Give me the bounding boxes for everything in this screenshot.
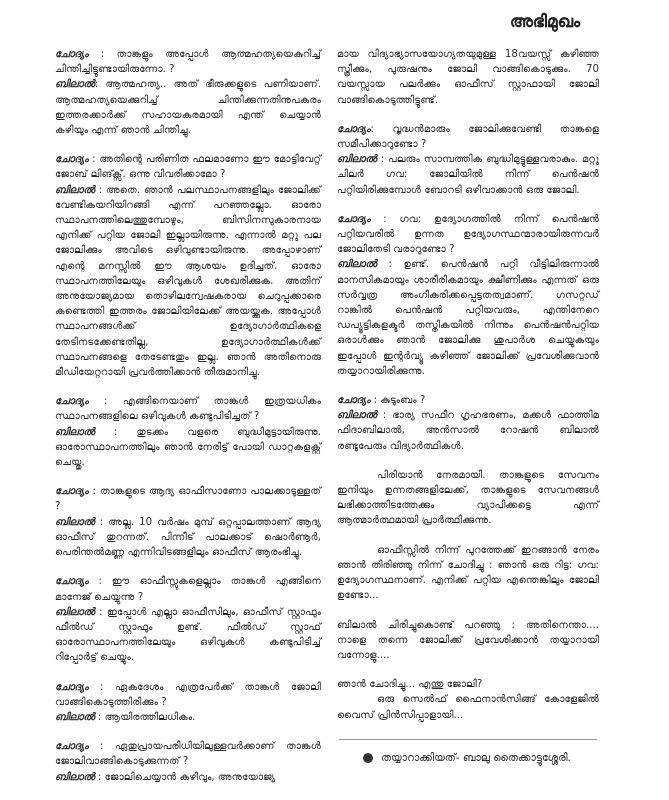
answer <box>55 770 321 785</box>
answer-label: ബിലാൽ <box>55 771 95 783</box>
answer-label: ബിലാൽ <box>337 259 377 271</box>
question-label: ചോദ്യം <box>55 49 89 60</box>
question-label: ചോദ്യം <box>55 576 89 588</box>
qa-block <box>55 484 321 560</box>
answer-label: ബിലാൽ <box>55 426 95 438</box>
qa-block <box>55 739 321 785</box>
answer <box>55 515 321 561</box>
qa-block <box>55 680 321 726</box>
question-text: : കുടുംബം ? <box>370 395 426 407</box>
answer-label: ബിലാൽ <box>337 154 377 166</box>
question-label: ചോദ്യം <box>55 486 89 498</box>
answer-continuation: മായ വിദ്യാഭ്യാസയോഗ്യതയുമുള്ള 18വയസ്സ് കഴിഞ്ഞ സ്ത്രീക്കും, പുരുഷനും ജോലി വാങ്ങികൊടുക്കും. 70 വയസ്സായ പലർക്കും ഓഫീസ് സ്റ്റാഫായി ജോലി വാങ്ങികൊടുത്തിട്ടുണ്ട്. <box>337 49 599 106</box>
answer-label: ബിലാൽ <box>55 711 95 723</box>
answer <box>337 257 599 379</box>
question-text: : താങ്കളും അപ്പോൾ ആത്മഹത്യയെകുറിച്ച് ചിന്തിച്ചിട്ടുണ്ടായിരുന്നോ. ? <box>55 49 321 76</box>
question <box>55 394 321 424</box>
question <box>55 152 321 182</box>
answer <box>55 710 321 725</box>
question <box>55 484 321 514</box>
answer-text: : ഭാര്യ സഫീറ ഗൃഹഭരണം, മക്കൾ ഫാത്തിമ ഫിദാബിലാൽ, അൻസാൽ റോഷൻ ബിലാൽ രണ്ടുപേരും വിദ്യാർത്ഥികൾ. <box>337 410 599 452</box>
question <box>337 122 599 152</box>
closing-paragraph: ഓഫീസ്സിൽ നിന്ന് പുറത്തേക്ക് ഇറങ്ങാൻ നേരം ഞാൻ തിരിഞ്ഞു നിന്ന് ചോദിച്ചു : ഞാൻ ഒരു റിട്ട: ഗവ: ഉദ്യോഗസ്ഥനാണ്. എനിക്ക് പറ്റിയ എന്തെങ്കിലും ജോലി ഉണ്ടോ... <box>337 544 599 602</box>
answer-text: : അല്ല. 10 വർഷം മുമ്പ് ഒറ്റപ്പാലത്താണ് ആദ്യ ഓഫീസ് തുറന്നത്. പിന്നീട് പാലക്കാട് ഷൊർണൂർ, പെരിന്തൽമണ്ണ എന്നിവിടങ്ങളിലും ഓഫീസ് ആരംഭിച്ചു. <box>55 516 321 559</box>
question-text: : താങ്കളുടെ ആദ്യ ഓഫീസാണോ പാലക്കാടുള്ളത് ? <box>55 486 321 513</box>
question-text: : ഏതുപ്രായപരിധിയിലുള്ളവർക്കാണ് താങ്കൾ ജോലിവാങ്ങികൊടുക്കുന്നത് ? <box>55 741 321 768</box>
question-label: ചോദ്യം <box>55 154 89 166</box>
qa-block <box>55 574 321 665</box>
answer <box>55 605 321 666</box>
question-text: : വൃദ്ധൻമാരും ജോലിക്കുവേണ്ടി താങ്കളെ സമീപിക്കാറുണ്ടോ ? <box>337 123 599 151</box>
question-label: ചോദ്യം <box>55 741 89 753</box>
question-text: : ഗവ: ഉദ്യോഗത്തിൽ നിന്ന് പെൻഷൻ പറ്റിയവരിൽ ഉന്നത ഉദ്യോഗസ്ഥന്മാരായിരുന്നവർ ജോലിതേടി വരാറുണ്ടോ ? <box>337 213 599 256</box>
question-label: ചോദ്യം <box>55 681 89 693</box>
qa-block <box>337 122 599 198</box>
answer-label: ബിലാൽ <box>337 410 377 422</box>
closing-paragraph: ഞാൻ ചോദിച്ചു... എന്തു ജോലി? <box>337 679 483 691</box>
answer-label: ബിലാൽ <box>55 184 95 196</box>
question-label: ചോദ്യം <box>55 396 89 408</box>
answer <box>337 152 599 198</box>
qa-block <box>55 47 321 138</box>
answer-text: : ആത്മഹത്യ.. അത് ഭീരുക്കളുടെ പണിയാണ്. ആത്മഹത്യയെക്കുറിച്ച് ചിന്തിക്കുന്നതിനുപകരം ഇത്തരക്കാർക്ക് സഹായകരമായി എന്ത് ചെയ്യാൻ കഴിയും എന്ന് ഞാൻ ചിന്തിച്ചു. <box>55 79 321 137</box>
answer-text: : അതെ. ഞാൻ പലസ്ഥാപനങ്ങളിലും ജോലിക്ക് വേണ്ടികയറിയിറങ്ങി എന്ന് പറഞ്ഞല്ലോ. ഓരോ സ്ഥാപനത്തിലെത്തുമ്പോഴും, ബിസിനസുകാരനായ എനിക്ക് പറ്റിയ ജോലി ഇല്ലായിരുന്നു. എന്നാൽ മറ്റു പല ജോലിക്കും അവിടെ ഒഴിവുണ്ടായിരുന്നു. അപ്പോഴാണ് എന്റെ മനസ്സിൽ ഈ ആശയം ഉദിച്ചത്. ഓരോ സ്ഥാപനത്തിലേയും ഒഴിവുകൾ ശേഖരിക്കുക. അതിന് അനുയോജ്യമായ തൊഴിലന്വേഷകരായ ചെറുപ്പക്കാരെ കണ്ടെത്തി ഇത്തരം ജോലിയിലേക്ക് അയയ്ക്കുക. അപ്പോൾ സ്ഥാപനങ്ങൾക്ക് ഉദ്യോഗാർത്ഥികളെ തേടിനടക്കേണ്ടതില്ല, ഉദ്യോഗാർത്ഥികൾക്ക് സ്ഥാപനങ്ങളെ തേടേണ്ടതും ഇല്ല. ഞാൻ അതിനൊരു മീഡിയേറ്ററായി പ്രവർത്തിക്കാൻ തീരുമാനിച്ചു. <box>55 184 321 379</box>
answer-text: : ജോലിചെയ്യാൻ കഴിവും, അനുയോജ്യ <box>94 771 276 783</box>
question-text: : ഏകദേശം എത്രപേർക്ക് താങ്കൾ ജോലി വാങ്ങികൊടുത്തിരിക്കും ? <box>55 681 321 708</box>
question <box>55 680 321 710</box>
question-label: ചോദ്യം <box>337 123 371 135</box>
answer-label: ബിലാൽ <box>55 79 95 91</box>
answer-text: : ഉണ്ട്. പെൻഷൻ പറ്റി വീട്ടിലിരുന്നാൽ മാനസികമായും ശാരീരികമായും ക്ഷീണിക്കും എന്നത് ഒരു സർവ്വത്ര അംഗീകരിക്കപ്പെട്ടതത്വമാണ്. ഗസറ്റഡ് റാങ്കിൽ പെൻഷൻ പറ്റിയവരും, എന്തിനേറെ ഡപ്യൂട്ടികളക്ടർ തസ്തികയിൽ നിന്നും പെൻഷൻപറ്റിയ ഒരാൾക്കും ഞാൻ ജോലിക്കു ശുപാർശ ചെയ്യുകയും ഇപ്പോൾ ഇന്റർവ്യൂ കഴിഞ്ഞ് ജോലിക്ക് പ്രവേശിക്കുവാൻ തയ്യാറായിരിക്കുന്നു. <box>337 259 599 377</box>
answer-label: ബിലാൽ <box>55 606 95 618</box>
question-text: : അതിന്റെ പരിണിത ഫലമാണോ ഈ മോട്ടിവേറ്റ് ജോബ് ലിങ്ക്സ്. ഒന്നു വിവരിക്കാമോ ? <box>55 154 321 181</box>
answer-text: : ആയിരത്തിലധികം. <box>94 711 196 723</box>
answer-label: ബിലാൽ <box>55 516 95 528</box>
section-title: അഭിമുഖം <box>509 12 581 32</box>
question <box>337 212 599 258</box>
answer <box>337 408 599 454</box>
question-label: ചോദ്യം <box>337 213 371 225</box>
question-label: ചോദ്യം <box>337 395 371 407</box>
question-text: : ഈ ഓഫീസ്സുകളെല്ലാം താങ്കൾ എങ്ങിനെ മാനേജ് ചെയ്യുന്നു ? <box>55 576 321 603</box>
answer <box>55 77 321 138</box>
question <box>55 739 321 769</box>
right-column <box>337 47 599 737</box>
answer <box>55 183 321 381</box>
credit-text: തയ്യാറാക്കിയത്- ബാലു തൈക്കാട്ടുശ്ശേരി. <box>381 752 571 764</box>
bullet-icon <box>363 753 373 763</box>
closing-paragraph: ഒരു സെൽഫ് ഫൈനാൻസിങ്ങ് കോളേജിൽ വൈസ് പ്രിൻസിപ്പാളായി... <box>337 694 599 721</box>
left-column <box>55 47 321 799</box>
question <box>55 574 321 604</box>
question-text: : എങ്ങിനെയാണ് താങ്കൾ ഇത്രയധികം സ്ഥാപനങ്ങളിലെ ഒഴിവുകൾ കണ്ടുപിടിച്ചത് ? <box>55 396 321 423</box>
qa-block <box>337 393 599 454</box>
question <box>337 393 599 408</box>
answer-text: : തുടക്കം വളരെ ബുദ്ധിമുട്ടായിരുന്നു. ഓരോസ്ഥാപനത്തിലും ഞാൻ നേരിട്ട് പോയി ഡാറ്റകളക്റ്റ് ചെയ്തു. <box>55 426 321 469</box>
answer-text: : പലരും സാമ്പത്തിക ബുദ്ധിമുട്ടുള്ളവരാകും. മറ്റു ചിലർ ഗവ: ജോലിയിൽ നിന്ന് പെൻഷൻ പറ്റിയിരിക്കുമ്പോൾ ബോറടി ഒഴിവാക്കാൻ ഒരു ജോലി. <box>337 154 599 196</box>
closing-paragraph: ബിലാൽ ചിരിച്ചുകൊണ്ട് പറഞ്ഞു : അതിനെന്താ.... നാളെ തന്നെ ജോലിക്ക് പ്രവേശിക്കാൻ തയ്യാറായി വന്നോളൂ.... <box>337 619 599 661</box>
closing-paragraph: പിരിയാൻ നേരമായി. താങ്കളുടെ സേവനം ഇനിയും ഉന്നതങ്ങളിലേക്ക്, താങ്കളുടെ സേവനങ്ങൾ ലഭിക്കാത്തിടത്തേക്കും വ്യാപിക്കട്ടെ എന്ന് ആത്മാർത്ഥമായി പ്രാർത്ഥിക്കുന്നു. <box>337 469 599 527</box>
author-credit <box>363 750 571 766</box>
question <box>55 47 321 77</box>
qa-block <box>55 152 321 380</box>
answer-text: : ഇപ്പോൾ എല്ലാ ഓഫീസിലും, ഓഫീസ് സ്റ്റാഫും ഫീൽഡ് സ്റ്റാഫും ഉണ്ട്. ഫീൽഡ് സ്റ്റാഫ് ഓരോസ്ഥാപനത്തിലേയും ഒഴിവുകൾ കണ്ടുപിടിച്ച് റിപ്പോർട്ട് ചെയ്യും. <box>55 606 321 664</box>
qa-block <box>337 212 599 379</box>
answer <box>55 425 321 471</box>
qa-block <box>55 394 321 470</box>
divider-line <box>339 739 597 740</box>
